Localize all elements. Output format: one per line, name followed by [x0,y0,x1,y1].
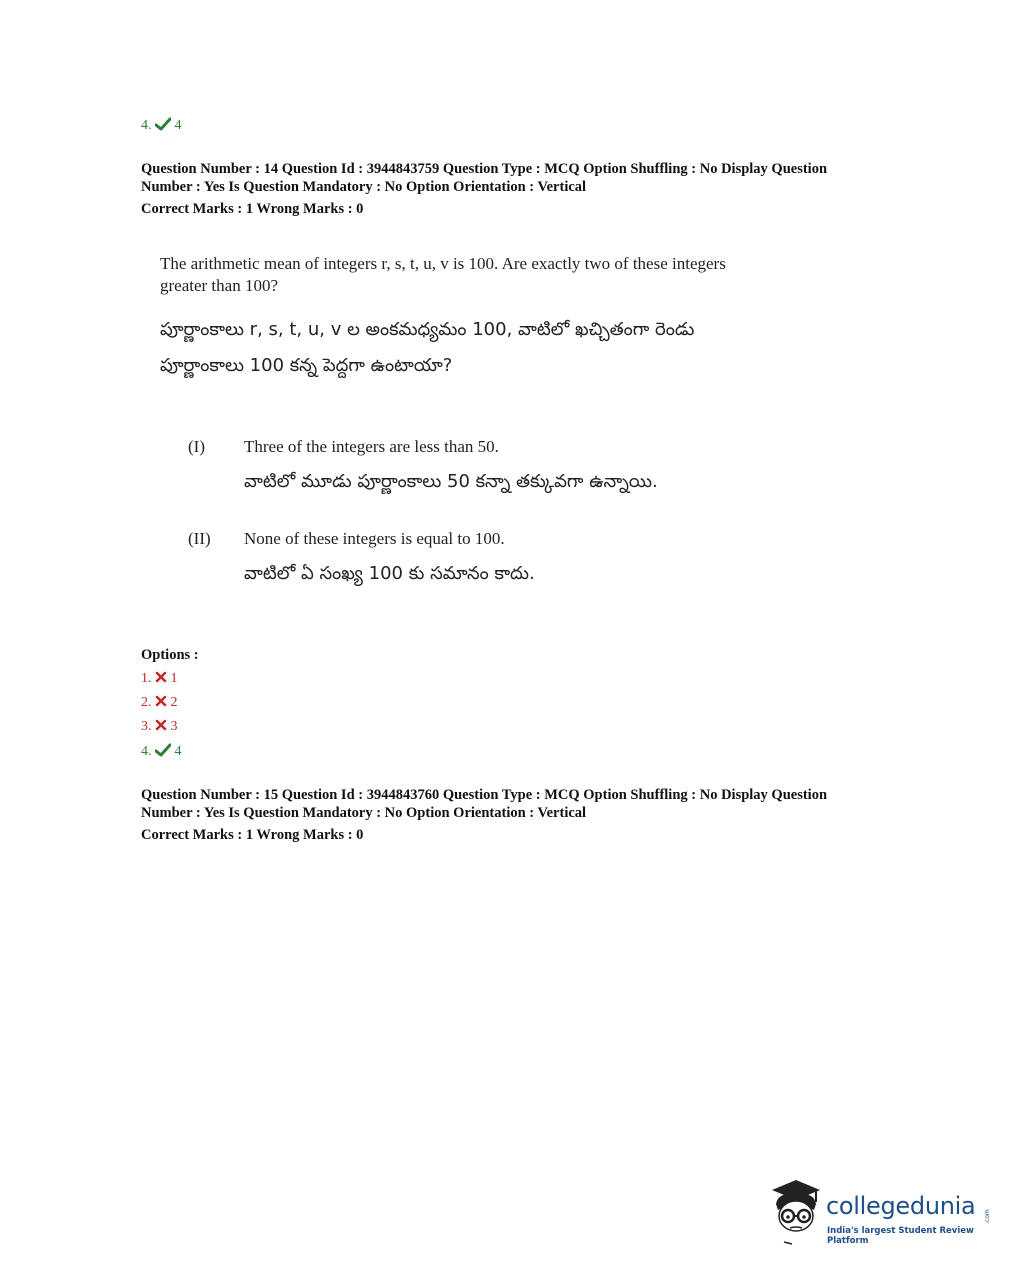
option-3 [141,719,178,735]
logo-com: .com [984,1209,991,1224]
collegedunia-logo [766,1176,996,1246]
option-number: 3. [141,719,152,734]
question-te-line-1: పూర్ణాంకాలు r, s, t, u, v ల అంకమధ్యమం 100, వాటిలో ఖచ్చితంగా రెండు [160,319,695,340]
check-icon [155,117,171,131]
option-number: 4. [141,744,152,759]
option-1 [141,671,178,687]
option-number: 2. [141,695,152,710]
meta-line-2: Number : Yes Is Question Mandatory : No Option Orientation : Vertical [141,179,587,195]
options-title: Options : [141,647,199,663]
statement-2-en: None of these integers is equal to 100. [244,529,505,548]
statement-1-en: Three of the integers are less than 50. [244,437,499,456]
statement-1-label: (I) [188,437,205,456]
statement-2-te: వాటిలో ఏ సంఖ్య 100 కు సమానం కాదు. [244,563,535,584]
question-en-line-2: greater than 100? [160,276,278,295]
option-2 [141,695,178,711]
option-number: 4. [141,118,152,133]
question-en-line-1: The arithmetic mean of integers r, s, t, u, v is 100. Are exactly two of these integers [160,254,726,273]
meta-line-2: Number : Yes Is Question Mandatory : No Option Orientation : Vertical [141,805,587,821]
question-text-en [160,253,860,297]
statement-1-te: వాటిలో మూడు పూర్ణాంకాలు 50 కన్నా తక్కువగా ఉన్నాయి. [244,471,658,492]
question-te-line-2: పూర్ణాంకాలు 100 కన్న పెద్దగా ఉంటాయా? [160,355,453,376]
meta-line-1: Question Number : 15 Question Id : 3944843760 Question Type : MCQ Option Shuffling : No Display Question [141,787,828,803]
cross-icon [155,671,167,683]
option-4 [141,743,182,760]
question-text-te [160,318,860,378]
check-icon [155,743,171,757]
question-15-meta [141,786,921,844]
option-value: 4 [174,118,182,133]
cross-icon [155,695,167,707]
prev-option-4 [141,117,182,134]
statement-2-label: (II) [188,529,211,548]
option-value: 2 [170,695,178,710]
option-number: 1. [141,671,152,686]
mascot-icon [766,1176,826,1246]
cross-icon [155,719,167,731]
option-value: 3 [170,719,178,734]
option-value: 4 [174,744,182,759]
marks-line: Correct Marks : 1 Wrong Marks : 0 [141,827,364,843]
logo-name: collegedunia [826,1192,976,1220]
marks-line: Correct Marks : 1 Wrong Marks : 0 [141,201,364,217]
option-value: 1 [170,671,178,686]
meta-line-1: Question Number : 14 Question Id : 3944843759 Question Type : MCQ Option Shuffling : No Display Question [141,161,828,177]
question-14-meta [141,160,921,218]
logo-tagline: India's largest Student Review Platform [827,1226,974,1246]
